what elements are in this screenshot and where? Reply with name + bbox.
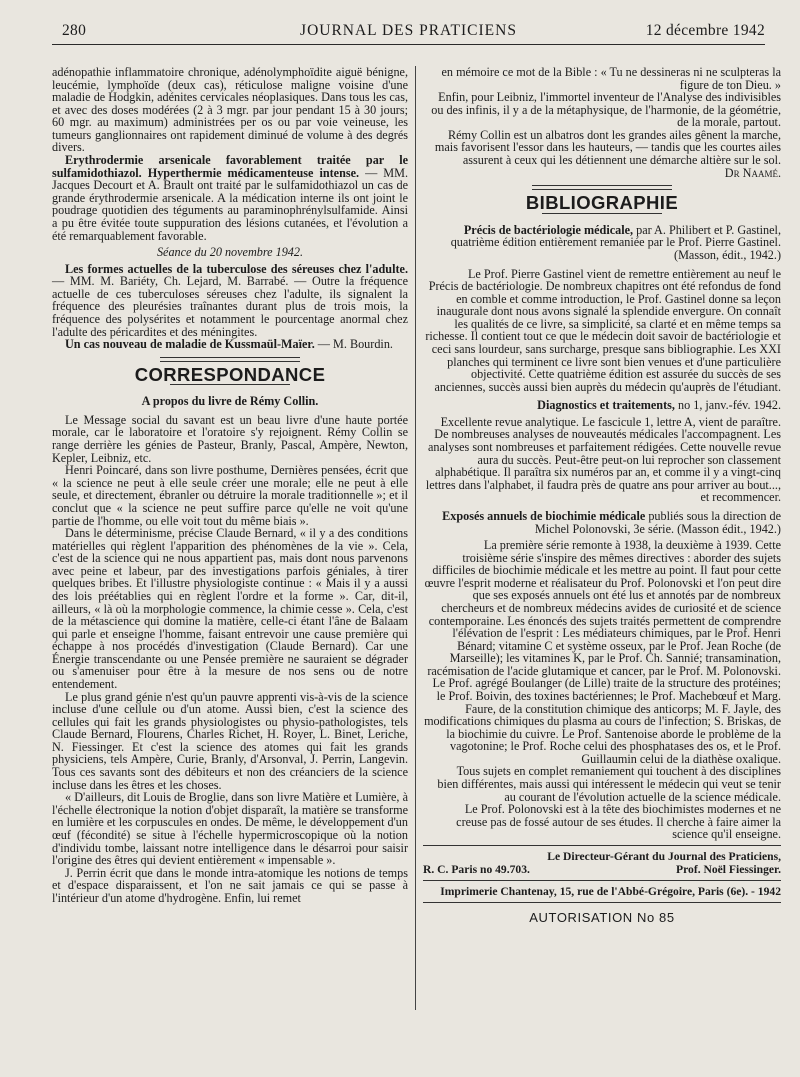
paragraph: Le plus grand génie n'est qu'un pauvre apprenti vis-à-vis de la science incluse d'une cellule ou d'un atome. Aussi bien, c'est la science des cellules qui fait les grands physiologistes ou physio-pathologistes, tels Claude Bernard, Flourens, Charles Richet, H. Royer, L. Binet, Leriche, N. Fiessinger. Et c'est la science des atomes qui fait les grands physiciens, tels Ampère, Curie, Branly, d'Arsonval, J. Perrin, Langevin. Tous ces savants sont des débiteurs et non des créanciers de la science incluse dans les êtres et les choses.	[52, 689, 408, 792]
paragraph: Tous sujets en complet remaniement qui touchent à des disciplines bien différentes, mais aussi qui intéressent le médecin qui veut se tenir au courant de l'évolution actuelle de la science médicale.	[437, 764, 781, 804]
book-entry	[423, 510, 781, 535]
paragraph	[52, 263, 408, 338]
paragraph	[52, 338, 408, 351]
footer-rc: R. C. Paris no 49.703.	[423, 862, 530, 876]
footer-rule	[423, 902, 781, 903]
paragraph: adénopathie inflammatoire chronique, adénolymphoïdite aiguë bénigne, leucémie, lymphoïde (deux cas), réticulose maligne voisine d'une maladie de Hodgkin, adénites cervicales néoplasiques. Dans tous les cas, et avec des doses modérées (2 à 3 mgr. par jour pendant 15 à 30 jours; 60 mgr. au maximum) administrées per os ou par voie veineuse, les tumeurs ganglionnaires ont rapidement diminué de volume à des degrés divers.	[52, 65, 408, 155]
section-title-correspondance: CORRESPONDANCE	[134, 363, 326, 385]
book-title: Exposés annuels de biochimie médicale	[442, 508, 646, 523]
footer-row	[423, 863, 781, 876]
right-column	[423, 66, 781, 1026]
paragraph: La première série remonte à 1938, la deuxième à 1939. Cette troisième série s'inspire des mêmes directives : aborder des sujets difficiles de biochimie médicale et les mettre au point. Il faut pour cette œuvre l'esprit moderne et réalisateur du Prof. Polonovski et l'on peut dire que ses exposés annuels ont été lus et annotés par de nombreux chercheurs et de nombreux médecins avides de curiosité et de science contemporaine. Les énoncés des sujets traités permettent de comprendre l'élévation de l'esprit : Les médiateurs chimiques, par le Prof. Henri Bénard; vitamine C et système osseux, par le Prof. Jean Roche (de Marseille); les vitamines K, par le Prof. Ch. Sannié; transamination, racémisation de l'acide glutamique et cancer, par le Prof. M. Polonovski. Le Prof. agrégé Boulanger (de Lille) traite de la structure des protéines; le Prof. Boivin, des toxines bactériennes; le Prof. Machebœuf et Marg. Faure, de la constitution chimique des anticorps; M. F. Jayle, des modifications chimiques du plasma au cours de l'infection; S. Briskas, de la biochimie du cuivre. Le Prof. Santenoise aborde le problème de la vagotonine; le Prof. Roche celui des phosphatases des os, et le Prof. Guillaumin celui de la diathèse oxalique.	[424, 538, 781, 766]
paragraph: Excellente revue analytique. Le fascicule 1, lettre A, vient de paraître. De nombreuses analyses de nouveautés médicales l'accompagnent. Les analyses sont nombreuses et parfaitement rédigées. Cette nouvelle revue aura du succès. Peut-être peut-on lui reprocher son classement alphabétique. Il paraîtra six numéros par an, et comme il y a vingt-cinq lettres dans l'alphabet, il faudra près de quatre ans pour arriver au bout..., et recommencer.	[425, 414, 781, 505]
book-details: par A. Philibert et P. Gastinel, quatrième édition entièrement remaniée par le Prof. Pierre Gastinel. (Masson, édit., 1942.)	[450, 222, 781, 262]
paragraph: en mémoire ce mot de la Bible : « Tu ne dessineras ni ne sculpteras la figure de ton Dieu. »	[441, 65, 781, 92]
footer-rule	[423, 845, 781, 846]
footer-prof: Prof. Noël Fiessinger.	[676, 862, 781, 876]
book-details: no 1, janv.-fév. 1942.	[674, 398, 781, 413]
paragraph: Le Prof. Polonovski est à la tête des biochimistes modernes et ne creuse pas de fossé autour de ses études. Il cherche à faire aimer la science qu'il enseigne.	[456, 802, 781, 842]
footer-printer: Imprimerie Chantenay, 15, rue de l'Abbé-Grégoire, Paris (6e). - 1942	[440, 884, 781, 898]
article-text: — M. Bourdin.	[314, 337, 393, 352]
page-number: 280	[62, 22, 87, 39]
book-entry	[423, 224, 781, 262]
letter-heading: A propos du livre de Rémy Collin.	[141, 394, 319, 409]
book-entry	[423, 399, 781, 412]
article-heading: Un cas nouveau de maladie de Kussmaül-Maïer.	[65, 337, 315, 352]
paragraph	[52, 154, 408, 242]
article-text: — MM. Jacques Decourt et A. Brault ont traité par le sulfamidothiazol un cas de grande érythrodermie arsenicale. A la médication interne ils ont joint le poudrage quotidien des téguments au paraminophrénylsulfamide. Ainsi a pu être évitée toute suppuration des lésions cutanées, et l'évolution a été remarquablement favorable.	[52, 165, 408, 243]
paragraph: Rémy Collin est un albatros dont les grandes ailes gênent la marche, mais favorisent l'essor dans les hauteurs, — tandis que les courtes ailes assurent à ceux qui les détiennent une démarche altière sur le sol.	[434, 127, 781, 168]
paragraph: Le Prof. Pierre Gastinel vient de remettre entièrement au neuf le Précis de bactériologie. De nombreux chapitres ont été refondus de fond en comble et comme introduction, le Prof. Gastinel donne sa leçon inaugurale dont nous avons signalé la splendide envergure. On connaît les qualités de ce livre, sa simplicité, sa clarté et en même temps sa richesse. Il contient tout ce que le médecin doit savoir de bactériologie et ceci sans lourdeur, sans surcharge, presque sans bibliographie. Les XXI planches qui terminent ce livre sont bien venues et d'une particulière objectivité. Cette quatrième édition est assurée du succès de ses anciennes, succès aussi bien auprès du médecin qu'auprès de l'étudiant.	[425, 266, 781, 394]
book-details: publiés sous la direction de Michel Polonovski, 3e série. (Masson édit., 1942.)	[534, 508, 781, 536]
paragraph: Enfin, pour Leibniz, l'immortel inventeur de l'Analyse des indivisibles ou des infinis, il y a de la métaphysique, de l'harmonie, de la géométrie, de la morale, partout.	[431, 90, 781, 130]
signature: Dr Naamé.	[724, 165, 781, 180]
book-title: Précis de bactériologie médicale,	[463, 222, 634, 237]
issue-date: 12 décembre 1942	[645, 22, 765, 39]
paragraph: « D'ailleurs, dit Louis de Broglie, dans son livre Matière et Lumière, à l'échelle électronique la notion d'objet disparaît, la matière se transforme en lumière et les corpuscules en ondes. De même, le développement d'un œuf (fécondité) se situe à l'échelle hypermicroscopique où la notion d'individu tombe, laissant notre intelligence dans le désarroi pour saisir l'origine des êtres qui devient entièrement « impensable ».	[52, 790, 408, 868]
article-heading: Les formes actuelles de la tuberculose des séreuses chez l'adulte.	[65, 261, 408, 276]
paragraph: Le Message social du savant est un beau livre d'une haute portée morale, car le laboratoire et l'oratoire s'y rejoignent. Rémy Collin se range derrière les génies de Pasteur, Branly, Pascal, Ampère, Newton, Kepler, Leibniz, etc.	[52, 412, 408, 465]
article-text: — MM. M. Bariéty, Ch. Lejard, M. Barrabé. — Outre la fréquence actuelle de ces tuberculoses séreuses chez l'adulte, ils signalent la fréquence des pleurésies traînantes durant plus de trois mois, la fréquence des polysérites et notamment le pourcentage anormal chez l'adulte des péricardites et des méningites.	[52, 274, 408, 339]
paragraph: J. Perrin écrit que dans le monde intra-atomique les notions de temps et d'espace disparaissent, et l'on ne sait jamais ce qui se passe à l'intérieur d'un atome d'hydrogène. Enfin, lui remet	[52, 865, 408, 905]
left-column	[52, 66, 408, 1026]
column-divider	[415, 66, 416, 1010]
seance-date: Séance du 20 novembre 1942.	[156, 245, 304, 260]
page-header	[52, 20, 765, 46]
section-divider	[532, 185, 672, 190]
page-footer	[423, 845, 781, 924]
section-divider	[160, 357, 300, 362]
header-rule	[52, 44, 765, 45]
footer-rule	[423, 880, 781, 881]
footer-director: Le Directeur-Gérant du Journal des Praticiens,	[547, 849, 781, 863]
paragraph: Dans le déterminisme, précise Claude Bernard, « il y a des conditions matérielles qui règlent l'apparition des phénomènes de la vie ». Cela, c'est de la science qui ne nous appartient pas, mais dont nous parvenons avec peine et labeur, par des investigations parfois géniales, à tirer quelques bribes. Et l'illustre physiologiste continue : « Mais il y a aussi des lois préétablies qui en règlent l'ordre et la forme ». Car, dit-il, ailleurs, « là où la morphologie commence, la chimie cesse ». Cela, c'est de la métascience qui domine la matière, celle-ci étant l'âne de Balaam qui parle et enseigne l'homme, faisant entrevoir une cause première qui échappe à nos procédés d'investigation (Claude Bernard). Car une Énergie transcendante ou une Pensée première ne sauraient se dégrader ou s'amenuiser pour être à la mesure de nos sens ou de notre entendement.	[52, 526, 408, 692]
section-title-bibliographie: BIBLIOGRAPHIE	[525, 192, 679, 214]
journal-title: JOURNAL DES PRATICIENS	[300, 22, 517, 39]
article-heading: Erythrodermie arsenicale favorablement traitée par le sulfamidothiazol. Hyperthermie médicamenteuse intense.	[52, 153, 408, 180]
authorisation-number: AUTORISATION No 85	[529, 909, 675, 925]
book-title: Diagnostics et traitements,	[537, 398, 675, 413]
paragraph: Henri Poincaré, dans son livre posthume, Dernières pensées, écrit que « la science ne peut à elle seule créer une morale; elle ne peut à elle seule, et directement, ébranler ou détruire la morale traditionnelle »; et il conclut que « la science ne peut suffire parce qu'elle ne voit qu'une partie de l'homme, ou elle voit tout du même biais ».	[52, 463, 408, 528]
